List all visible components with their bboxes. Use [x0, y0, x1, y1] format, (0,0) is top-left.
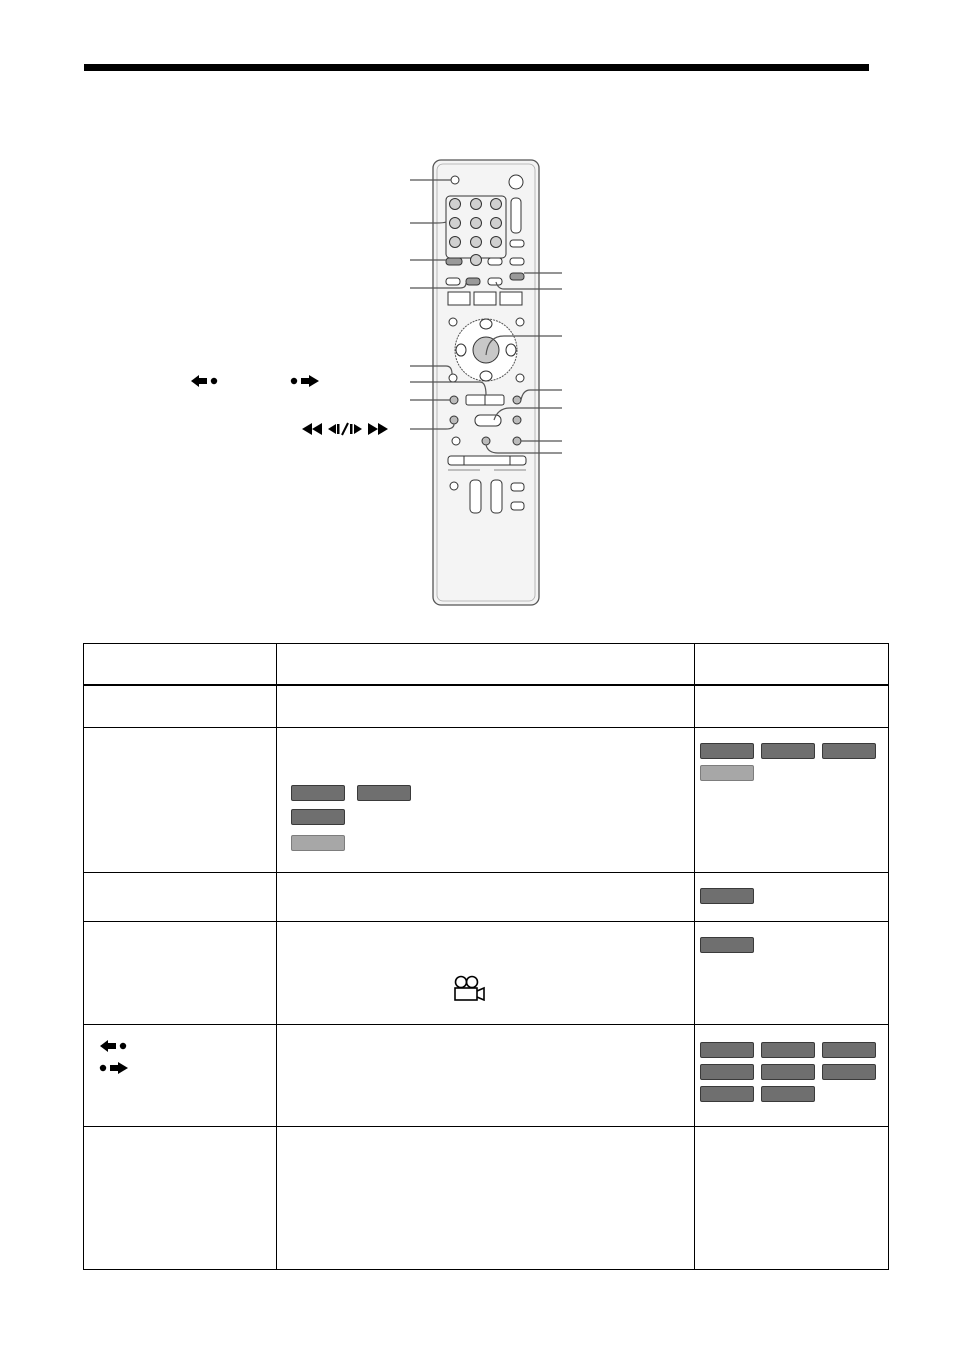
table-row: [84, 921, 889, 1024]
replay-advance-icons: [84, 1025, 276, 1082]
media-badge: [761, 1086, 815, 1102]
media-badge: [700, 937, 754, 953]
media-badge: [822, 1042, 876, 1058]
table-cell: [695, 921, 889, 1024]
table-cell: [276, 1024, 694, 1126]
media-badge: [822, 1064, 876, 1080]
table-cell: [276, 872, 694, 921]
media-badge: [700, 1086, 754, 1102]
table-cell: [84, 921, 277, 1024]
table-row: [84, 727, 889, 872]
media-badge-group: [695, 922, 888, 959]
leader-lines: [400, 150, 570, 620]
table-row: [84, 1024, 889, 1126]
media-badge: [700, 1064, 754, 1080]
table-cell: [84, 727, 277, 872]
table-cell: [276, 1126, 694, 1269]
table-header-cell: [695, 644, 889, 686]
media-badge: [700, 888, 754, 904]
media-badge: [700, 765, 754, 781]
table-cell: [276, 685, 694, 727]
media-badge-group: [695, 728, 888, 787]
table-cell: [84, 1024, 277, 1126]
table-cell: [84, 1126, 277, 1269]
operations-table: [83, 643, 889, 1270]
table-cell: [276, 921, 694, 1024]
table-header-cell: [84, 644, 277, 686]
media-badge: [761, 743, 815, 759]
media-badge-group: [695, 873, 888, 910]
media-badge: [357, 785, 411, 801]
instant-advance-icon: [290, 374, 324, 392]
table-cell: [84, 685, 277, 727]
media-badge: [291, 785, 345, 801]
media-badge: [761, 1042, 815, 1058]
media-badge: [291, 835, 345, 851]
table-cell: [695, 872, 889, 921]
instant-replay-icon: [190, 374, 220, 392]
media-badge: [761, 1064, 815, 1080]
table-cell: [84, 872, 277, 921]
media-badge: [291, 809, 345, 825]
table-row: [84, 872, 889, 921]
table-cell: [695, 685, 889, 727]
media-badge: [822, 743, 876, 759]
table-header-row: [84, 644, 889, 686]
table-cell: [695, 1024, 889, 1126]
table-cell: [695, 1126, 889, 1269]
media-badge-group: [277, 728, 694, 851]
header-rule: [84, 64, 869, 71]
table-row: [84, 1126, 889, 1269]
scan-slow-icons: [302, 421, 402, 441]
table-cell: [276, 727, 694, 872]
media-badge: [700, 743, 754, 759]
media-badge-group: [695, 1025, 888, 1108]
table-header-cell: [276, 644, 694, 686]
instant-advance-icon: [99, 1060, 276, 1082]
media-badge: [700, 1042, 754, 1058]
remote-illustration: [400, 150, 570, 620]
instant-replay-icon: [99, 1038, 276, 1060]
table-cell: [695, 727, 889, 872]
table-row: [84, 685, 889, 727]
camera-angle-icon: [452, 975, 486, 1006]
